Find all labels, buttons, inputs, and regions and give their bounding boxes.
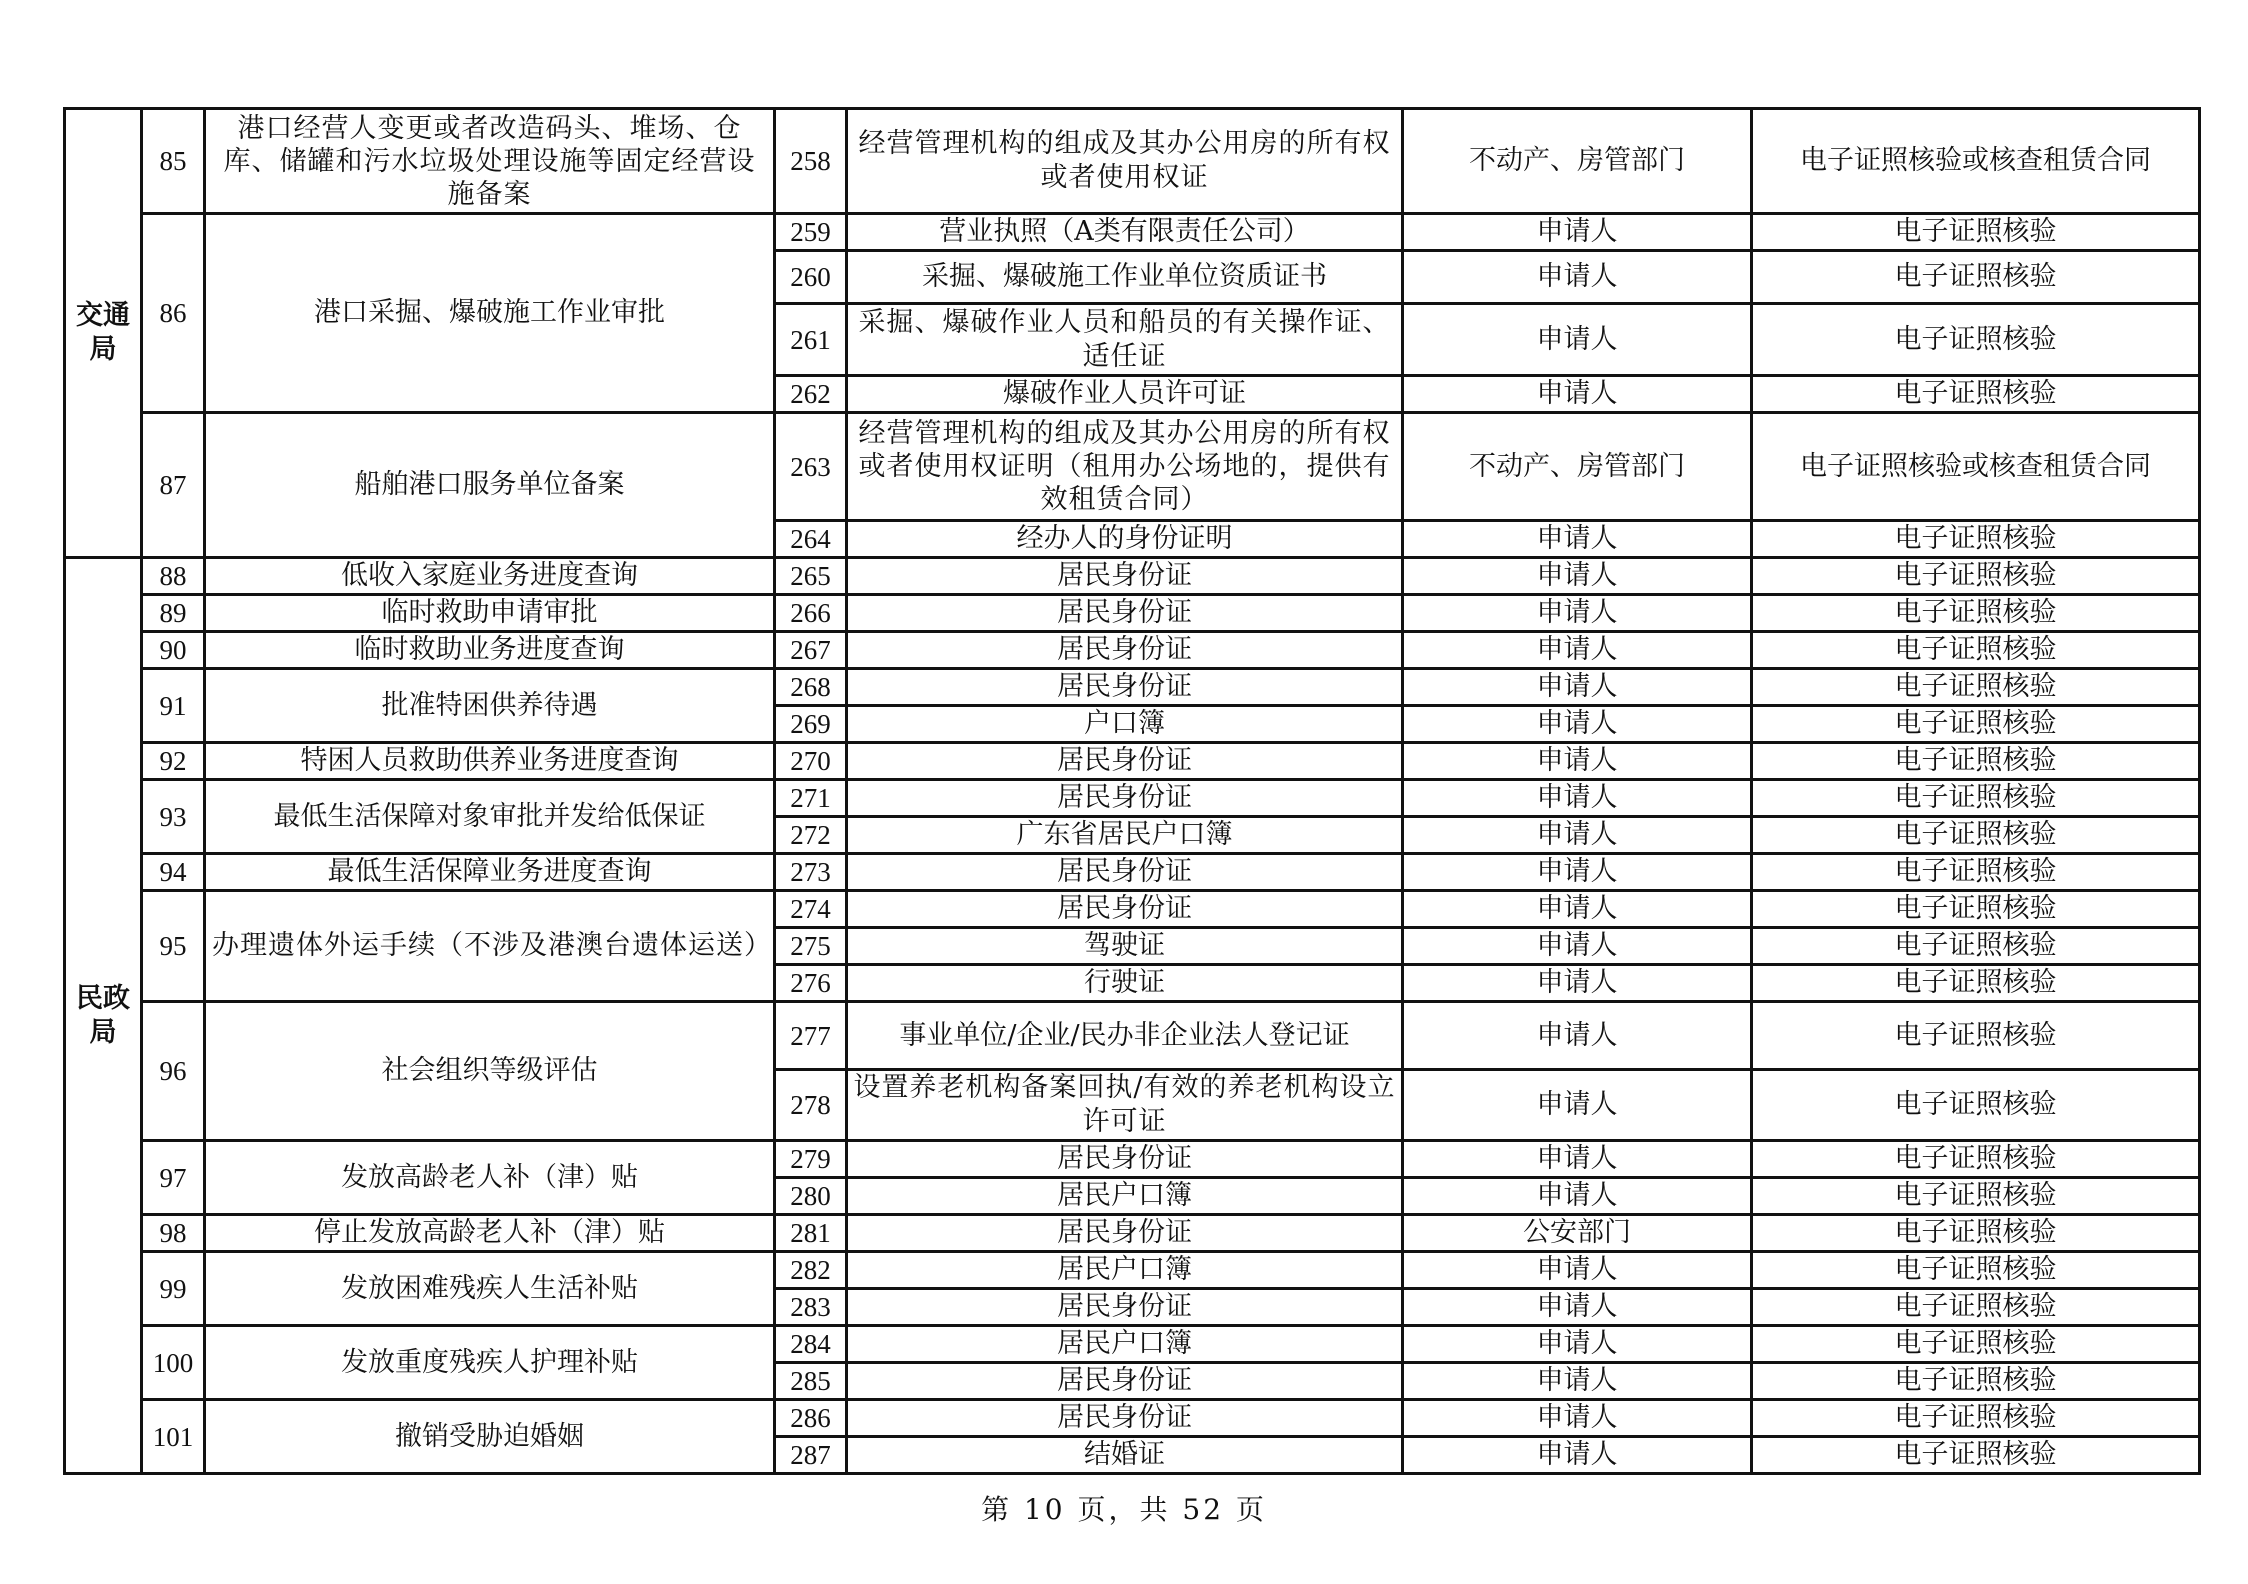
material-name: 居民身份证: [847, 891, 1403, 928]
source-cell: 申请人: [1403, 1070, 1752, 1141]
material-number: 285: [775, 1363, 847, 1400]
method-cell: 电子证照核验: [1752, 743, 2200, 780]
table-row: [65, 558, 2200, 595]
material-number: 262: [775, 376, 847, 413]
source-cell: 申请人: [1403, 669, 1752, 706]
source-cell: 申请人: [1403, 558, 1752, 595]
material-number: 279: [775, 1141, 847, 1178]
material-name: 居民身份证: [847, 780, 1403, 817]
method-cell: 电子证照核验: [1752, 1363, 2200, 1400]
material-number: 275: [775, 928, 847, 965]
table-row: [65, 669, 2200, 706]
material-number: 268: [775, 669, 847, 706]
page-number-footer: 第 10 页，共 52 页: [981, 1493, 1267, 1526]
material-number: 287: [775, 1437, 847, 1474]
material-number: 266: [775, 595, 847, 632]
item-name: 发放高龄老人补（津）贴: [205, 1141, 775, 1215]
method-cell: 电子证照核验: [1752, 706, 2200, 743]
method-cell: 电子证照核验: [1752, 1437, 2200, 1474]
material-name: 居民身份证: [847, 1215, 1403, 1252]
material-number: 264: [775, 521, 847, 558]
source-cell: 申请人: [1403, 376, 1752, 413]
item-name: 临时救助业务进度查询: [205, 632, 775, 669]
item-number: 99: [142, 1252, 205, 1326]
material-name: 户口簿: [847, 706, 1403, 743]
source-cell: 申请人: [1403, 632, 1752, 669]
source-cell: 申请人: [1403, 1141, 1752, 1178]
source-cell: 申请人: [1403, 1002, 1752, 1070]
material-name: 采掘、爆破作业人员和船员的有关操作证、适任证: [847, 304, 1403, 376]
material-name: 居民户口簿: [847, 1252, 1403, 1289]
department-name: 民政局: [76, 982, 130, 1048]
material-name: 居民身份证: [847, 743, 1403, 780]
material-number: 260: [775, 251, 847, 304]
item-name: 港口经营人变更或者改造码头、堆场、仓库、储罐和污水垃圾处理设施等固定经营设施备案: [205, 109, 775, 214]
material-name: 居民户口簿: [847, 1178, 1403, 1215]
material-name: 居民身份证: [847, 595, 1403, 632]
item-name: 停止发放高龄老人补（津）贴: [205, 1215, 775, 1252]
method-cell: 电子证照核验: [1752, 854, 2200, 891]
material-number: 273: [775, 854, 847, 891]
item-number: 89: [142, 595, 205, 632]
table-row: [65, 595, 2200, 632]
item-number: 91: [142, 669, 205, 743]
item-name: 最低生活保障对象审批并发给低保证: [205, 780, 775, 854]
item-number: 86: [142, 214, 205, 413]
material-name: 居民身份证: [847, 1400, 1403, 1437]
method-cell: 电子证照核验: [1752, 928, 2200, 965]
method-cell: 电子证照核验: [1752, 521, 2200, 558]
source-cell: 申请人: [1403, 817, 1752, 854]
source-cell: 申请人: [1403, 595, 1752, 632]
material-name: 居民身份证: [847, 558, 1403, 595]
item-name: 批准特困供养待遇: [205, 669, 775, 743]
item-number: 94: [142, 854, 205, 891]
department-cell: [65, 558, 142, 1474]
table-row: [65, 1215, 2200, 1252]
method-cell: 电子证照核验: [1752, 1070, 2200, 1141]
material-name: 设置养老机构备案回执/有效的养老机构设立许可证: [847, 1070, 1403, 1141]
material-name: 居民身份证: [847, 1289, 1403, 1326]
item-name: 发放重度残疾人护理补贴: [205, 1326, 775, 1400]
method-cell: 电子证照核验: [1752, 1215, 2200, 1252]
material-number: 269: [775, 706, 847, 743]
item-number: 88: [142, 558, 205, 595]
item-name: 办理遗体外运手续（不涉及港澳台遗体运送）: [205, 891, 775, 1002]
item-number: 98: [142, 1215, 205, 1252]
method-cell: 电子证照核验: [1752, 780, 2200, 817]
material-number: 263: [775, 413, 847, 521]
method-cell: 电子证照核验: [1752, 304, 2200, 376]
material-number: 283: [775, 1289, 847, 1326]
table-row: [65, 1002, 2200, 1070]
material-number: 258: [775, 109, 847, 214]
material-number: 265: [775, 558, 847, 595]
method-cell: 电子证照核验: [1752, 891, 2200, 928]
item-name: 撤销受胁迫婚姻: [205, 1400, 775, 1474]
table-row: [65, 743, 2200, 780]
table-row: [65, 413, 2200, 521]
method-cell: 电子证照核验: [1752, 1141, 2200, 1178]
material-name: 营业执照（A类有限责任公司）: [847, 214, 1403, 251]
method-cell: 电子证照核验: [1752, 965, 2200, 1002]
table-row: [65, 632, 2200, 669]
material-number: 276: [775, 965, 847, 1002]
source-cell: 申请人: [1403, 251, 1752, 304]
method-cell: 电子证照核验或核查租赁合同: [1752, 413, 2200, 521]
method-cell: 电子证照核验: [1752, 1326, 2200, 1363]
source-cell: 申请人: [1403, 854, 1752, 891]
item-number: 92: [142, 743, 205, 780]
material-name: 采掘、爆破施工作业单位资质证书: [847, 251, 1403, 304]
method-cell: 电子证照核验: [1752, 1289, 2200, 1326]
method-cell: 电子证照核验: [1752, 558, 2200, 595]
material-number: 278: [775, 1070, 847, 1141]
department-cell: [65, 109, 142, 558]
material-name: 爆破作业人员许可证: [847, 376, 1403, 413]
method-cell: 电子证照核验: [1752, 1252, 2200, 1289]
method-cell: 电子证照核验: [1752, 376, 2200, 413]
material-name: 结婚证: [847, 1437, 1403, 1474]
table-row: [65, 1400, 2200, 1437]
table-row: [65, 1141, 2200, 1178]
source-cell: 申请人: [1403, 780, 1752, 817]
item-number: 100: [142, 1326, 205, 1400]
material-name: 事业单位/企业/民办非企业法人登记证: [847, 1002, 1403, 1070]
source-cell: 申请人: [1403, 1363, 1752, 1400]
method-cell: 电子证照核验: [1752, 817, 2200, 854]
source-cell: 不动产、房管部门: [1403, 109, 1752, 214]
source-cell: 申请人: [1403, 214, 1752, 251]
table-row: [65, 1326, 2200, 1363]
item-name: 船舶港口服务单位备案: [205, 413, 775, 558]
method-cell: 电子证照核验: [1752, 595, 2200, 632]
source-cell: 申请人: [1403, 521, 1752, 558]
source-cell: 申请人: [1403, 304, 1752, 376]
material-number: 270: [775, 743, 847, 780]
method-cell: 电子证照核验: [1752, 214, 2200, 251]
material-name: 居民身份证: [847, 1363, 1403, 1400]
material-number: 284: [775, 1326, 847, 1363]
method-cell: 电子证照核验: [1752, 251, 2200, 304]
method-cell: 电子证照核验: [1752, 632, 2200, 669]
item-number: 101: [142, 1400, 205, 1474]
item-name: 社会组织等级评估: [205, 1002, 775, 1141]
material-number: 261: [775, 304, 847, 376]
table-row: [65, 891, 2200, 928]
material-number: 280: [775, 1178, 847, 1215]
method-cell: 电子证照核验: [1752, 1400, 2200, 1437]
material-number: 271: [775, 780, 847, 817]
method-cell: 电子证照核验: [1752, 669, 2200, 706]
material-name: 经营管理机构的组成及其办公用房的所有权或者使用权证明（租用办公场地的，提供有效租赁合同）: [847, 413, 1403, 521]
source-cell: 申请人: [1403, 1437, 1752, 1474]
item-name: 最低生活保障业务进度查询: [205, 854, 775, 891]
document-table: [63, 107, 2201, 1475]
source-cell: 申请人: [1403, 928, 1752, 965]
material-name: 居民身份证: [847, 632, 1403, 669]
item-number: 97: [142, 1141, 205, 1215]
item-name: 临时救助申请审批: [205, 595, 775, 632]
material-name: 居民身份证: [847, 669, 1403, 706]
material-number: 281: [775, 1215, 847, 1252]
material-name: 驾驶证: [847, 928, 1403, 965]
source-cell: 申请人: [1403, 1326, 1752, 1363]
source-cell: 申请人: [1403, 743, 1752, 780]
source-cell: 申请人: [1403, 1252, 1752, 1289]
table-row: [65, 109, 2200, 214]
material-number: 267: [775, 632, 847, 669]
table-row: [65, 1252, 2200, 1289]
material-number: 259: [775, 214, 847, 251]
source-cell: 申请人: [1403, 891, 1752, 928]
material-name: 经营管理机构的组成及其办公用房的所有权或者使用权证: [847, 109, 1403, 214]
item-number: 87: [142, 413, 205, 558]
source-cell: 不动产、房管部门: [1403, 413, 1752, 521]
item-name: 低收入家庭业务进度查询: [205, 558, 775, 595]
item-name: 发放困难残疾人生活补贴: [205, 1252, 775, 1326]
item-number: 93: [142, 780, 205, 854]
table-row: [65, 780, 2200, 817]
material-name: 经办人的身份证明: [847, 521, 1403, 558]
method-cell: 电子证照核验或核查租赁合同: [1752, 109, 2200, 214]
table-row: [65, 214, 2200, 251]
material-name: 居民身份证: [847, 854, 1403, 891]
item-number: 96: [142, 1002, 205, 1141]
source-cell: 公安部门: [1403, 1215, 1752, 1252]
source-cell: 申请人: [1403, 1289, 1752, 1326]
department-name: 交通局: [76, 300, 130, 365]
source-cell: 申请人: [1403, 1178, 1752, 1215]
material-name: 行驶证: [847, 965, 1403, 1002]
material-number: 286: [775, 1400, 847, 1437]
table-row: [65, 854, 2200, 891]
method-cell: 电子证照核验: [1752, 1178, 2200, 1215]
source-cell: 申请人: [1403, 1400, 1752, 1437]
material-number: 274: [775, 891, 847, 928]
source-cell: 申请人: [1403, 965, 1752, 1002]
material-number: 272: [775, 817, 847, 854]
item-name: 特困人员救助供养业务进度查询: [205, 743, 775, 780]
item-number: 90: [142, 632, 205, 669]
source-cell: 申请人: [1403, 706, 1752, 743]
material-name: 居民户口簿: [847, 1326, 1403, 1363]
item-number: 95: [142, 891, 205, 1002]
item-number: 85: [142, 109, 205, 214]
material-name: 广东省居民户口簿: [847, 817, 1403, 854]
method-cell: 电子证照核验: [1752, 1002, 2200, 1070]
material-number: 277: [775, 1002, 847, 1070]
material-number: 282: [775, 1252, 847, 1289]
material-name: 居民身份证: [847, 1141, 1403, 1178]
item-name: 港口采掘、爆破施工作业审批: [205, 214, 775, 413]
